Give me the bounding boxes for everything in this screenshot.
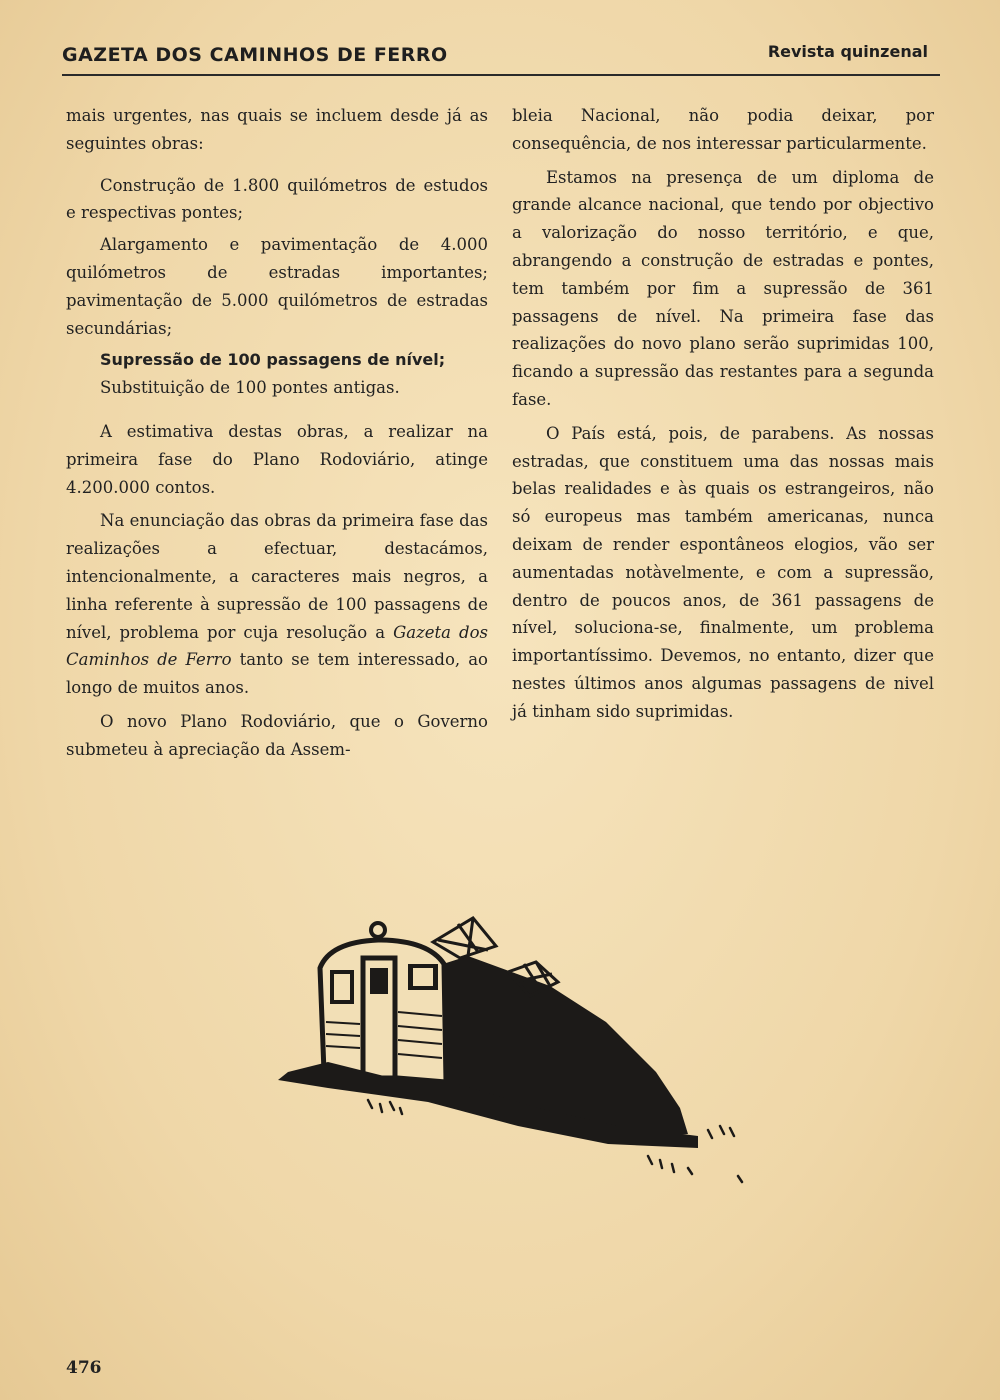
publication-name: Gazeta dos Caminhos de Ferro [66, 622, 488, 670]
paragraph: O País está, pois, de parabens. As nossas estradas, que constituem uma das nossas mais belas realidades e às quais os estrangeiros, não só europeus mas também americanas, nunca deixam de render espontâneos elogios, vão ser aumentadas notàvelmente, e com a supressão, dentro de poucos anos, de 361 passagens de nível, soluciona-se, finalmente, um problema importantíssimo. Devemos, no entanto, dizer que nestes últimos anos algumas passagens de nivel já tinham sido suprimidas. [512, 423, 934, 721]
magazine-title: GAZETA DOS CAMINHOS DE FERRO [62, 44, 448, 66]
paragraph: Estamos na presença de um diploma de grande alcance nacional, que tendo por objectivo a valorização do nosso território, e que, abrangendo a construção de estradas e pontes, tem também por fim a supressão de 361 passagens de nível. Na primeira fase das realizações do novo plano serão suprimidas 100, ficando a supressão das restantes para a segunda fase. [512, 167, 934, 409]
list-item-highlighted: Supressão de 100 passagens de nível; [100, 350, 446, 370]
left-column [66, 102, 488, 764]
list-item: Construção de 1.800 quilómetros de estudos e respectivas pontes; [66, 175, 488, 223]
train-illustration [268, 912, 758, 1192]
list-item: Alargamento e pavimentação de 4.000 quilómetros de estradas importantes; pavimentação de 5.000 quilómetros de estradas secundárias; [66, 235, 488, 338]
page-number: 476 [66, 1358, 102, 1378]
paragraph-text: Na enunciação das obras da primeira fase das realizações a efectuar, destacámos, intencionalmente, a caracteres mais negros, a linha referente à supressão de 100 passagens de nível, problema por cuja resolução a [66, 511, 488, 642]
continued-paragraph: bleia Nacional, não podia deixar, por consequência, de nos interessar particularmente. [512, 106, 934, 153]
magazine-subtitle: Revista quinzenal [767, 42, 928, 61]
right-column [512, 102, 934, 726]
paragraph-text: tanto se tem interessado, ao longo de muitos anos. [66, 650, 488, 698]
paragraph: A estimativa destas obras, a realizar na primeira fase do Plano Rodoviário, atinge 4.200.000 contos. [66, 421, 488, 497]
header-rule [62, 74, 940, 76]
works-list [66, 172, 488, 402]
list-item: Substituição de 100 pontes antigas. [100, 378, 400, 398]
intro-paragraph: mais urgentes, nas quais se incluem desde já as seguintes obras: [66, 106, 488, 153]
paragraph [66, 507, 488, 702]
paragraph: O novo Plano Rodoviário, que o Governo submeteu à apreciação da Assem- [66, 711, 488, 759]
